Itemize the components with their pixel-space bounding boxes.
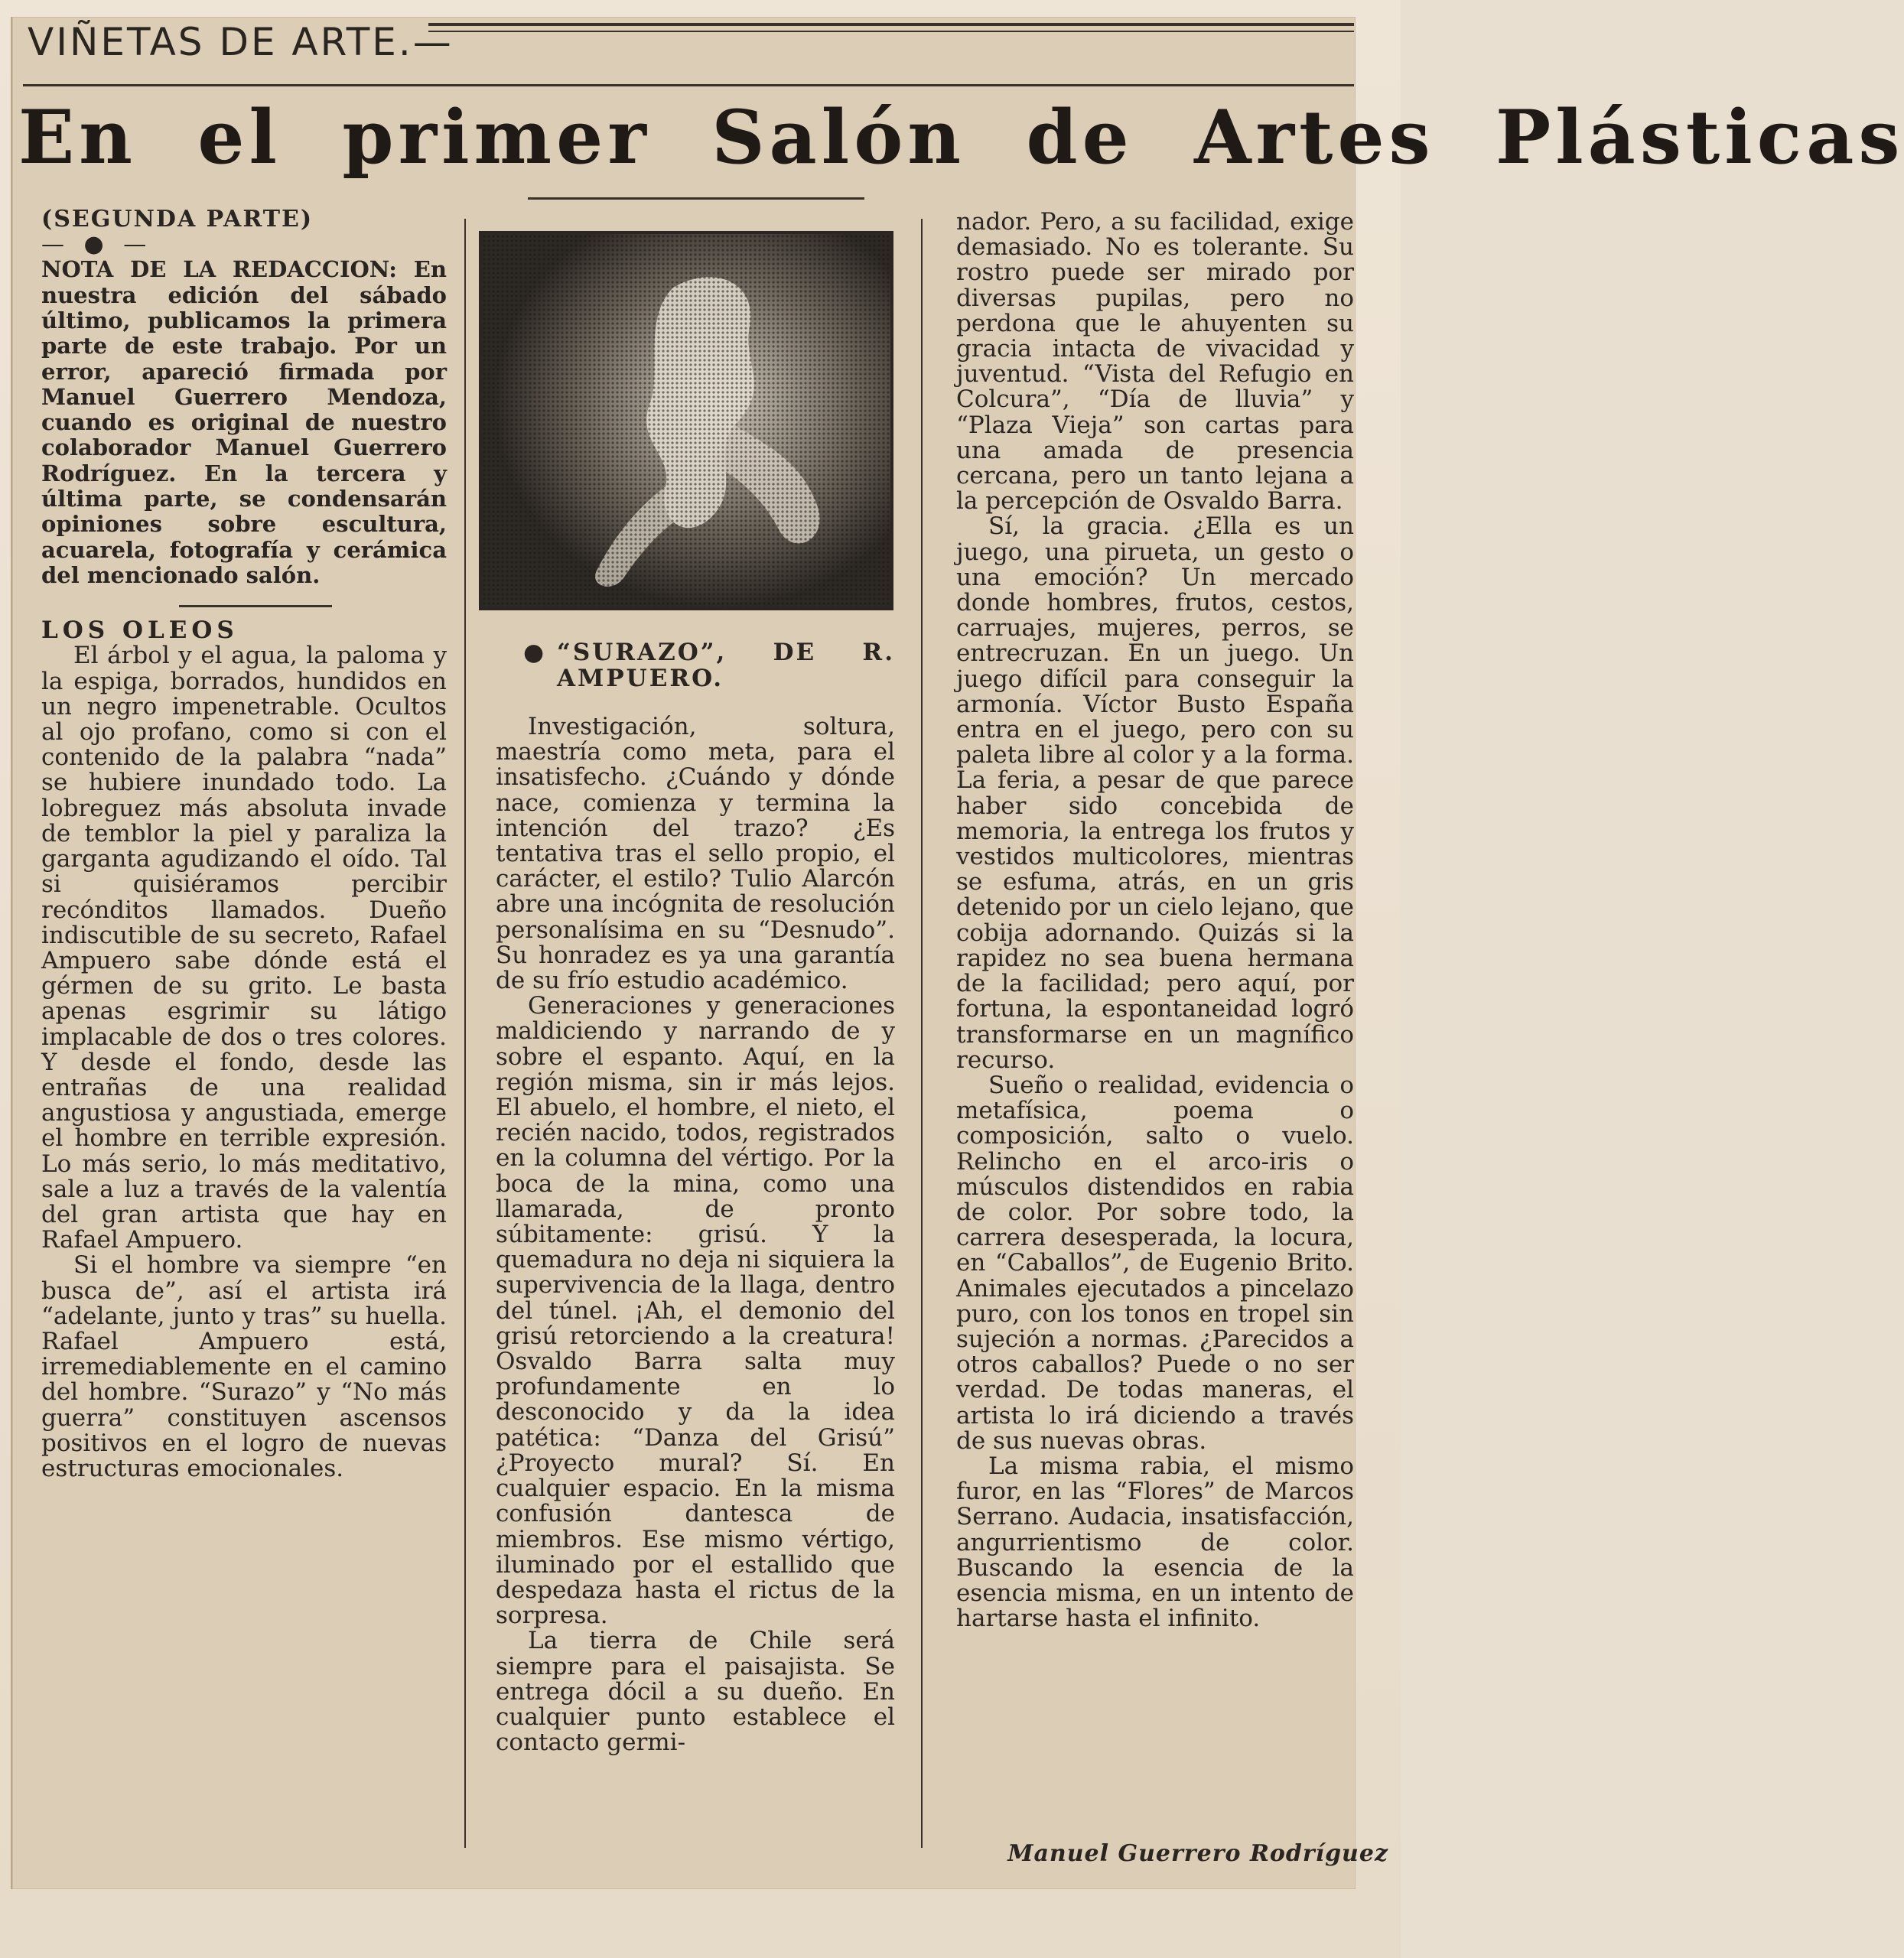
paragraph: La misma rabia, el mismo furor, en las “Flores” de Marcos Serrano. Audacia, insatisfacción, angurrientismo de color. Buscando la esencia de la esencia misma, en un intento de hartarse hasta el infinito. (956, 1452, 1354, 1633)
paragraph: Sueño o realidad, evidencia o metafísica, poema o composición, salto o vuelo. Relincho en el arco-iris o músculos distendidos en rabia de color. Por sobre todo, la carrera desesperada, la locura, en “Caballos”, de Eugenio Brito. Animales ejecutados a pincelazo puro, con los tonos en tropel sin sujeción a normas. ¿Parecidos a otros caballos? Puede o no ser verdad. De todas maneras, el artista lo irá diciendo a través de sus nuevas obras. (956, 1071, 1354, 1455)
column-3 (956, 210, 1354, 1631)
section-heading: LOS OLEOS (41, 616, 239, 645)
column-divider-2 (921, 219, 923, 1848)
caption-text: “SURAZO”, DE R. AMPUERO. (557, 639, 895, 692)
column-1 (41, 207, 447, 1482)
paragraph: Generaciones y generaciones maldiciendo y narrando de y sobre el espanto. Aquí, en la región misma, sin ir más lejos. El abuelo, el hombre, el nieto, el recién nacido, todos, registrados en la columna del vértigo. Por la boca de la mina, como una llamarada, de pronto súbitamente: grisú. Y la quemadura no deja ni siquiera la supervivencia de la llaga, dentro del túnel. ¡Ah, el demonio del grisú retorciendo a la creatura! Osvaldo Barra salta muy profundamente en lo desconocido y da la idea patética: “Danza del Grisú” ¿Proyecto mural? Sí. En cualquier espacio. En la misma confusión dantesca de miembros. Ese mismo vértigo, iluminado por el estallido que despedaza hasta el rictus de la sorpresa. (496, 992, 895, 1630)
paragraph: nador. Pero, a su facilidad, exige demasiado. No es tolerante. Su rostro puede ser mirado por diversas pupilas, pero no perdona que le ahuyenten su gracia intacta de vivacidad y juventud. “Vista del Refugio en Colcura”, “Día de lluvia” y “Plaza Vieja” son cartas para una amada de presencia cercana, pero un tanto lejana a la percepción de Osvaldo Barra. (956, 208, 1354, 516)
surazo-image (482, 234, 890, 607)
byline: Manuel Guerrero Rodríguez (1007, 1840, 1388, 1867)
editorial-note: NOTA DE LA REDACCION: En nuestra edición del sábado último, publicamos la primera parte de este trabajo. Por un error, apareció firmada por Manuel Guerrero Mendoza, cuando es original de nuestro colaborador Manuel Guerrero Rodríguez. En la tercera y última parte, se condensarán opiniones sobre escultura, acuarela, fotografía y cerámica del mencionado salón. (41, 256, 447, 588)
top-rule-thin (428, 31, 1354, 32)
ornament: — ● — (41, 231, 153, 259)
paragraph: El árbol y el agua, la paloma y la espiga, borrados, hundidos en un negro impenetrable. Ocultos al ojo profano, como si con el contenido de la palabra “nada” se hubiere inundado todo. La lobreguez más absoluta invade de temblor la piel y paraliza la garganta agudizando el oído. Tal si quisiéramos percibir recónditos llamados. Dueño indiscutible de su secreto, Rafael Ampuero sabe dónde está el gérmen de su grito. Le basta apenas esgrimir su látigo implacable de dos o tres colores. Y desde el fondo, desde las entrañas de una realidad angustiosa y angustiada, emerge el hombre en terrible expresión. Lo más serio, lo más meditativo, sale a luz a través de la valentía del gran artista que hay en Rafael Ampuero. (41, 642, 447, 1254)
paragraph: La tierra de Chile será siempre para el paisajista. Se entrega dócil a su dueño. En cualquier punto establece el contacto germi- (496, 1627, 895, 1757)
note-rule (179, 605, 332, 607)
section-kicker: VIÑETAS DE ARTE.— (28, 20, 454, 64)
artwork-photo (479, 231, 893, 610)
paragraph: Sí, la gracia. ¿Ella es un juego, una pirueta, un gesto o una emoción? Un mercado donde hombres, frutos, cestos, carruajes, mujeres, perros, se entrecruzan. En un juego. Un juego difícil para conseguir la armonía. Víctor Busto España entra en el juego, pero con su paleta libre al color y a la forma. La feria, a pesar de que parece haber sido concebida de memoria, la entrega los frutos y vestidos multicolores, mientras se esfuma, atrás, en un gris detenido por un cielo lejano, que cobija adornando. Quizás si la rapidez no sea buena hermana de la facilidad; pero aquí, por fortuna, la espontaneidad logró transformarse en un magnífico recurso. (956, 512, 1354, 1074)
top-rule (428, 23, 1354, 26)
bullet-icon: ● (523, 639, 547, 666)
column-2 (496, 639, 895, 1755)
photo-caption (496, 639, 895, 691)
kicker-rule (23, 84, 1354, 86)
paragraph: Si el hombre va siempre “en busca de”, así el artista irá “adelante, junto y tras” su huella. Rafael Ampuero está, irremediablemente en el camino del hombre. “Surazo” y “No más guerra” constituyen ascensos positivos en el logro de nuevas estructuras emocionales. (41, 1251, 447, 1482)
headline: En el primer Salón de Artes Plásticas (18, 94, 1904, 181)
subtitle: (SEGUNDA PARTE) (41, 206, 314, 233)
headline-underline (528, 197, 864, 200)
column-divider-1 (464, 219, 466, 1848)
paragraph: Investigación, soltura, maestría como meta, para el insatisfecho. ¿Cuándo y dónde nace, comienza y termina la intención del trazo? ¿Es tentativa tras el sello propio, el carácter, el estilo? Tulio Alarcón abre una incógnita de resolución personalísima en su “Desnudo”. Su honradez es ya una garantía de su frío estudio académico. (496, 713, 895, 995)
